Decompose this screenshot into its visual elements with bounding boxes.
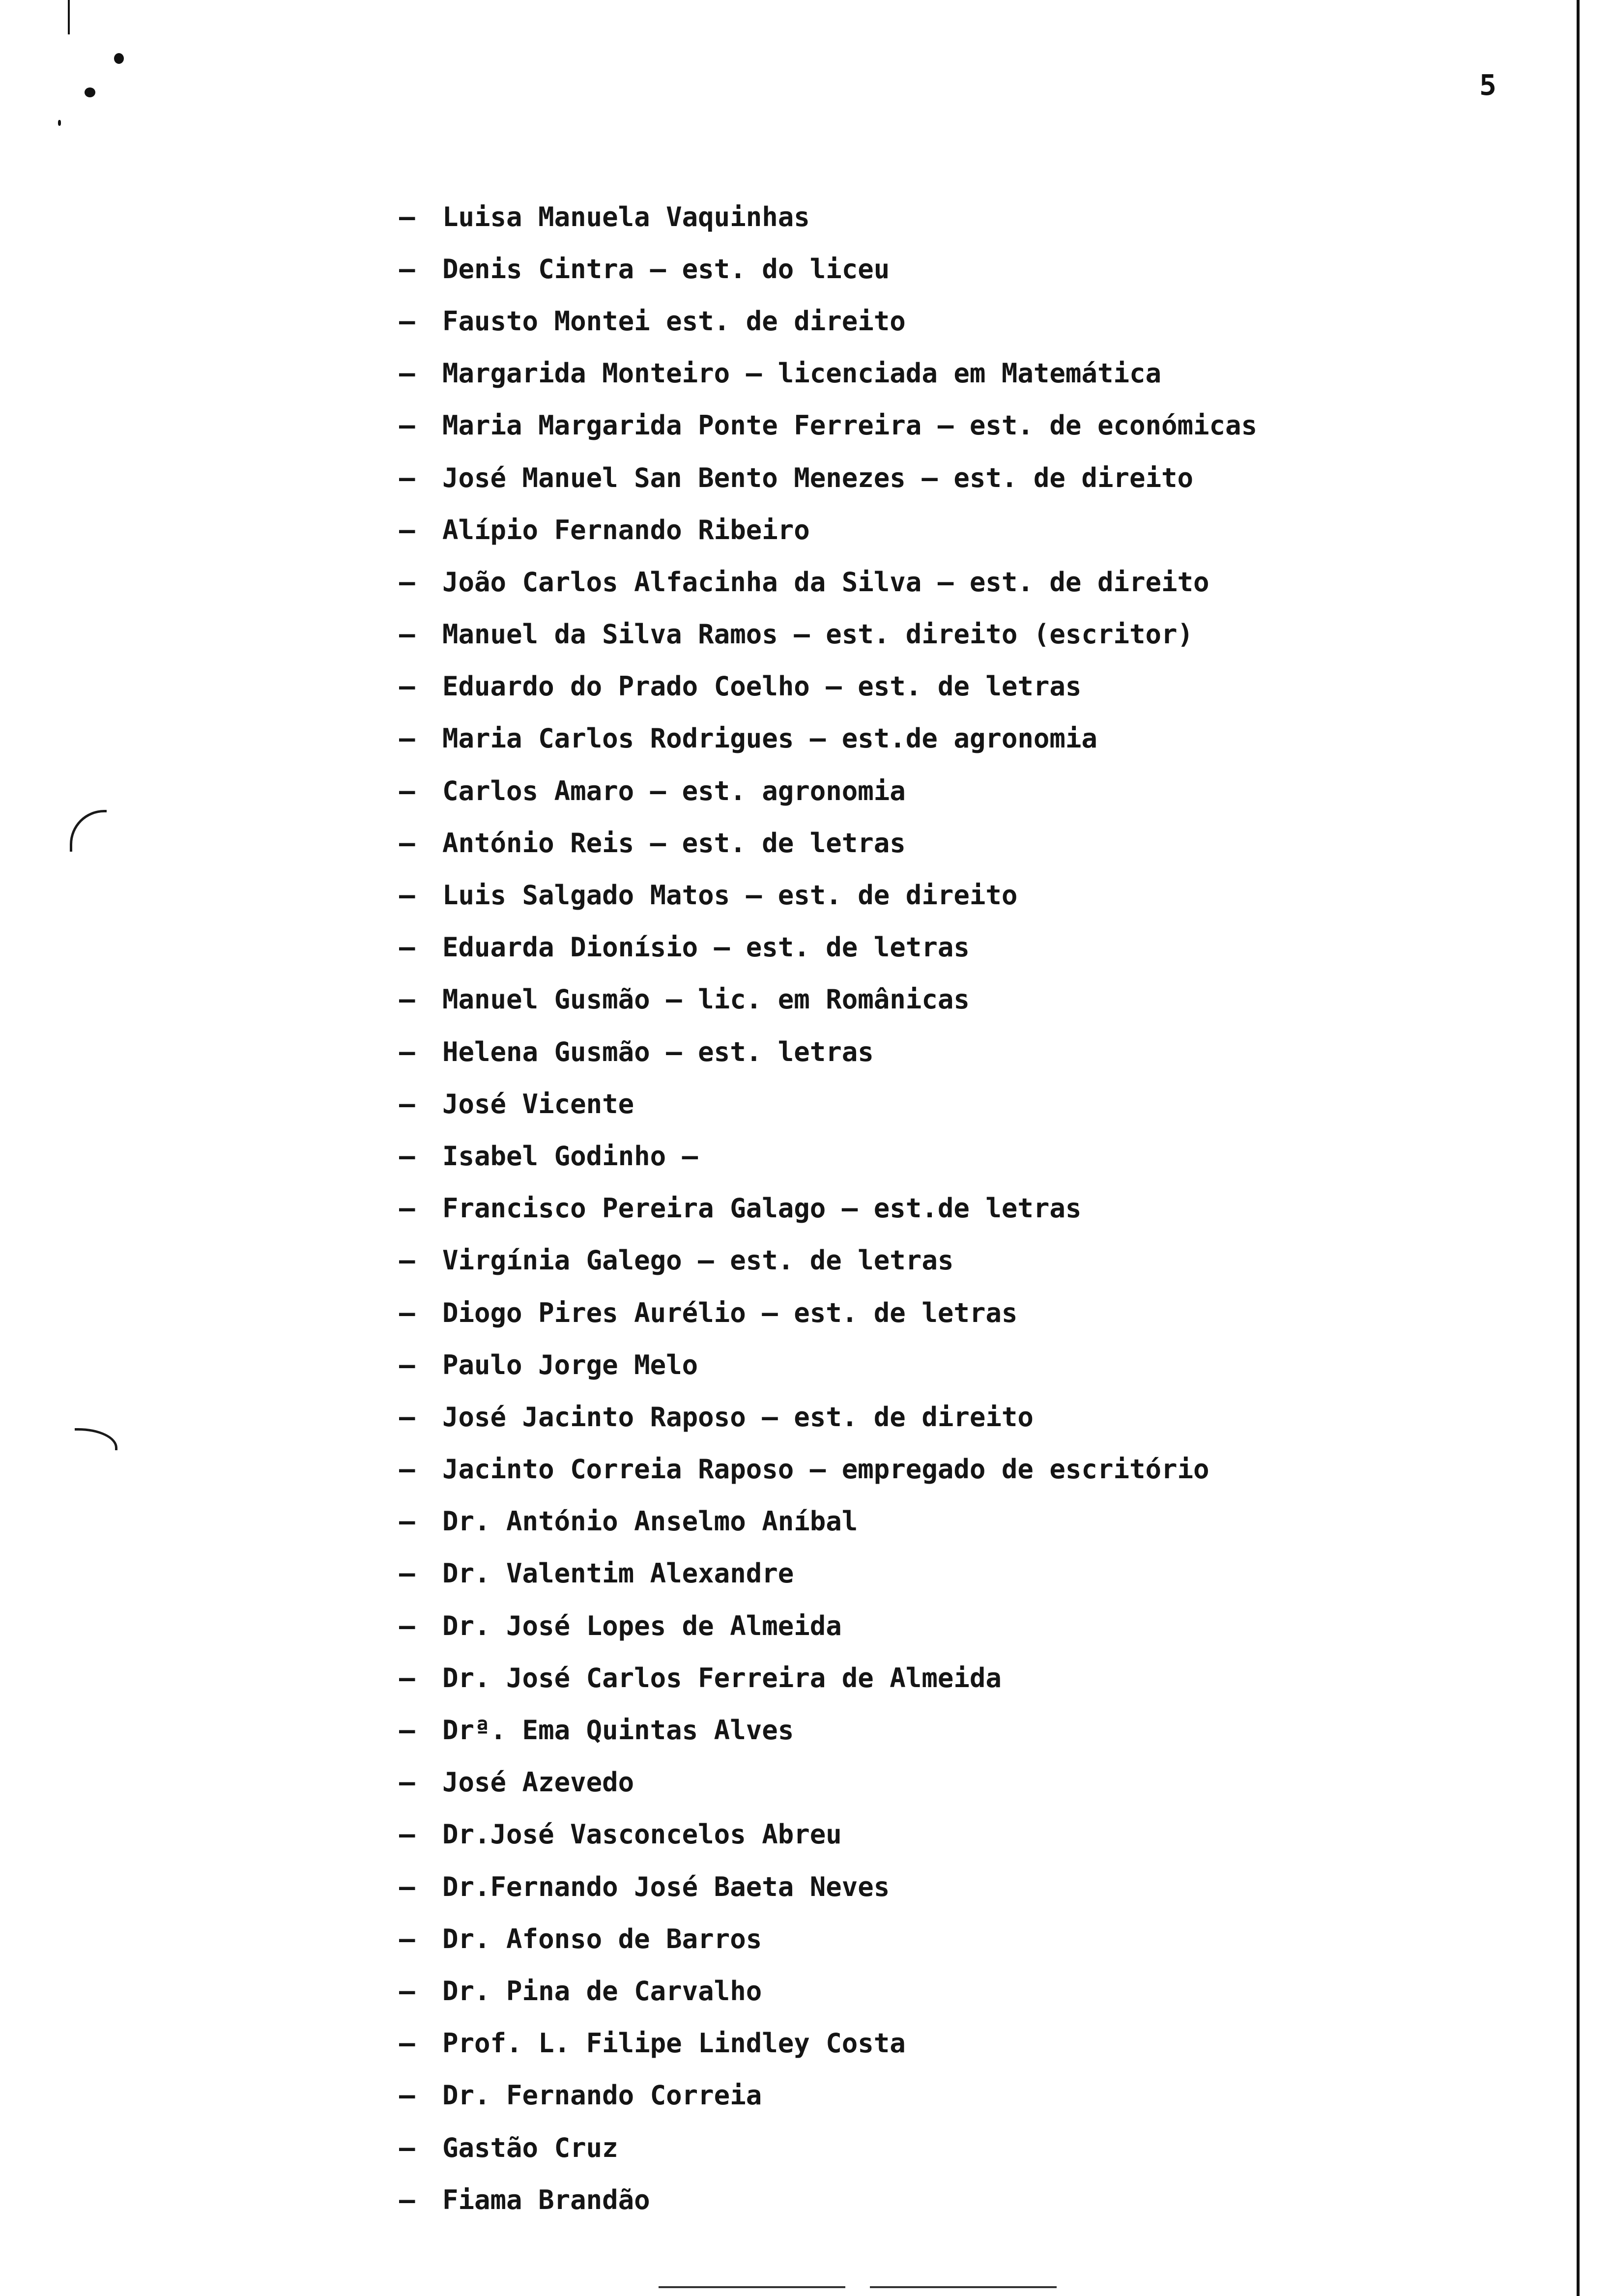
list-item	[399, 1443, 1544, 1495]
bullet-dash: –	[399, 2132, 415, 2163]
list-item	[399, 713, 1544, 765]
entry-text: João Carlos Alfacinha da Silva – est. de direito	[442, 566, 1209, 598]
entry-text: António Reis – est. de letras	[442, 827, 906, 859]
list-item	[399, 1965, 1544, 2017]
page-number: 5	[1479, 68, 1497, 102]
bullet-dash: –	[399, 1767, 415, 1798]
list-item	[399, 295, 1544, 347]
bullet-dash: –	[399, 2028, 415, 2059]
bullet-dash: –	[399, 1454, 415, 1485]
entry-text: José Vicente	[442, 1088, 634, 1119]
list-item	[399, 608, 1544, 660]
list-item	[399, 817, 1544, 869]
entry-text: Manuel Gusmão – lic. em Românicas	[442, 984, 970, 1015]
entry-text: Dr.Fernando José Baeta Neves	[442, 1871, 890, 1902]
list-item	[399, 347, 1544, 400]
entry-text: Dr. António Anselmo Aníbal	[442, 1506, 858, 1537]
list-item	[399, 765, 1544, 817]
entry-text: Denis Cintra – est. do liceu	[442, 253, 890, 285]
list-item	[399, 869, 1544, 921]
bullet-dash: –	[399, 880, 415, 911]
bullet-dash: –	[399, 1245, 415, 1276]
entry-text: Jacinto Correia Raposo – empregado de escritório	[442, 1454, 1209, 1485]
ink-spot	[114, 53, 124, 64]
list-item	[399, 504, 1544, 556]
bullet-dash: –	[399, 1975, 415, 2007]
entry-text: Drª. Ema Quintas Alves	[442, 1715, 794, 1746]
entry-text: Helena Gusmão – est. letras	[442, 1036, 874, 1067]
entry-text: Diogo Pires Aurélio – est. de letras	[442, 1297, 1018, 1328]
list-item	[399, 1548, 1544, 1600]
list-item	[399, 1861, 1544, 1913]
ink-spot	[85, 87, 95, 97]
bullet-dash: –	[399, 1558, 415, 1589]
list-item	[399, 1130, 1544, 1182]
entry-text: Fausto Montei est. de direito	[442, 305, 906, 337]
entry-text: Luis Salgado Matos – est. de direito	[442, 880, 1018, 911]
ink-spot	[58, 120, 61, 126]
bullet-dash: –	[399, 566, 415, 598]
list-item	[399, 1234, 1544, 1287]
entry-text: Dr.José Vasconcelos Abreu	[442, 1819, 842, 1850]
punch-hole-mark	[75, 1428, 117, 1450]
bullet-dash: –	[399, 932, 415, 963]
list-item	[399, 1704, 1544, 1756]
bullet-dash: –	[399, 305, 415, 337]
bullet-dash: –	[399, 1401, 415, 1433]
list-item	[399, 1026, 1544, 1078]
bullet-dash: –	[399, 358, 415, 389]
entry-text: Luisa Manuela Vaquinhas	[442, 201, 810, 232]
bullet-dash: –	[399, 1871, 415, 1902]
bullet-dash: –	[399, 671, 415, 702]
entry-text: Isabel Godinho –	[442, 1140, 698, 1172]
bullet-dash: –	[399, 1193, 415, 1224]
list-item	[399, 2122, 1544, 2174]
entry-text: Maria Carlos Rodrigues – est.de agronomia	[442, 723, 1097, 754]
bullet-dash: –	[399, 1610, 415, 1641]
list-item	[399, 1339, 1544, 1391]
bullet-dash: –	[399, 201, 415, 232]
entry-text: Francisco Pereira Galago – est.de letras	[442, 1193, 1082, 1224]
entry-text: Dr. Pina de Carvalho	[442, 1975, 762, 2007]
bullet-dash: –	[399, 2184, 415, 2215]
bullet-dash: –	[399, 1506, 415, 1537]
list-item	[399, 974, 1544, 1026]
list-item	[399, 921, 1544, 974]
bullet-dash: –	[399, 1715, 415, 1746]
entry-text: Dr. Fernando Correia	[442, 2080, 762, 2111]
list-item	[399, 1756, 1544, 1808]
list-item	[399, 1391, 1544, 1443]
list-item	[399, 1600, 1544, 1652]
entry-text: Gastão Cruz	[442, 2132, 618, 2163]
list-item	[399, 1078, 1544, 1130]
entry-text: José Jacinto Raposo – est. de direito	[442, 1401, 1034, 1433]
bullet-dash: –	[399, 462, 415, 493]
bullet-dash: –	[399, 410, 415, 441]
bottom-rule	[659, 2286, 845, 2288]
list-item	[399, 556, 1544, 608]
entry-text: Dr. José Carlos Ferreira de Almeida	[442, 1662, 1002, 1693]
list-item	[399, 1287, 1544, 1339]
bullet-dash: –	[399, 1036, 415, 1067]
bottom-rule	[870, 2286, 1057, 2288]
entry-text: Alípio Fernando Ribeiro	[442, 514, 810, 545]
list-item	[399, 2017, 1544, 2069]
bullet-dash: –	[399, 253, 415, 285]
bullet-dash: –	[399, 1140, 415, 1172]
bullet-dash: –	[399, 827, 415, 859]
entry-text: Eduardo do Prado Coelho – est. de letras	[442, 671, 1082, 702]
entry-text: Fiama Brandão	[442, 2184, 650, 2215]
list-item	[399, 243, 1544, 295]
list-item	[399, 660, 1544, 713]
list-item	[399, 191, 1544, 243]
list-item	[399, 452, 1544, 504]
entry-text: Prof. L. Filipe Lindley Costa	[442, 2028, 906, 2059]
bullet-dash: –	[399, 984, 415, 1015]
name-list	[399, 191, 1544, 2226]
list-item	[399, 1808, 1544, 1861]
bullet-dash: –	[399, 723, 415, 754]
page-edge	[1577, 0, 1580, 2296]
bullet-dash: –	[399, 619, 415, 650]
list-item	[399, 2174, 1544, 2226]
bullet-dash: –	[399, 1662, 415, 1693]
bullet-dash: –	[399, 1088, 415, 1119]
entry-text: Manuel da Silva Ramos – est. direito (escritor)	[442, 619, 1194, 650]
bullet-dash: –	[399, 2080, 415, 2111]
bullet-dash: –	[399, 775, 415, 806]
punch-hole-mark	[70, 810, 107, 852]
entry-text: José Azevedo	[442, 1767, 634, 1798]
list-item	[399, 1652, 1544, 1704]
bullet-dash: –	[399, 514, 415, 545]
entry-text: Paulo Jorge Melo	[442, 1349, 698, 1380]
entry-text: Virgínia Galego – est. de letras	[442, 1245, 954, 1276]
entry-text: Maria Margarida Ponte Ferreira – est. de económicas	[442, 410, 1258, 441]
bullet-dash: –	[399, 1349, 415, 1380]
list-item	[399, 400, 1544, 452]
list-item	[399, 1182, 1544, 1234]
bullet-dash: –	[399, 1819, 415, 1850]
scan-mark	[68, 0, 70, 34]
entry-text: José Manuel San Bento Menezes – est. de direito	[442, 462, 1194, 493]
entry-text: Dr. José Lopes de Almeida	[442, 1610, 842, 1641]
entry-text: Margarida Monteiro – licenciada em Matemática	[442, 358, 1161, 389]
entry-text: Dr. Afonso de Barros	[442, 1923, 762, 1954]
bullet-dash: –	[399, 1297, 415, 1328]
entry-text: Carlos Amaro – est. agronomia	[442, 775, 906, 806]
bullet-dash: –	[399, 1923, 415, 1954]
list-item	[399, 1913, 1544, 1965]
list-item	[399, 2069, 1544, 2122]
entry-text: Eduarda Dionísio – est. de letras	[442, 932, 970, 963]
list-item	[399, 1495, 1544, 1548]
entry-text: Dr. Valentim Alexandre	[442, 1558, 794, 1589]
